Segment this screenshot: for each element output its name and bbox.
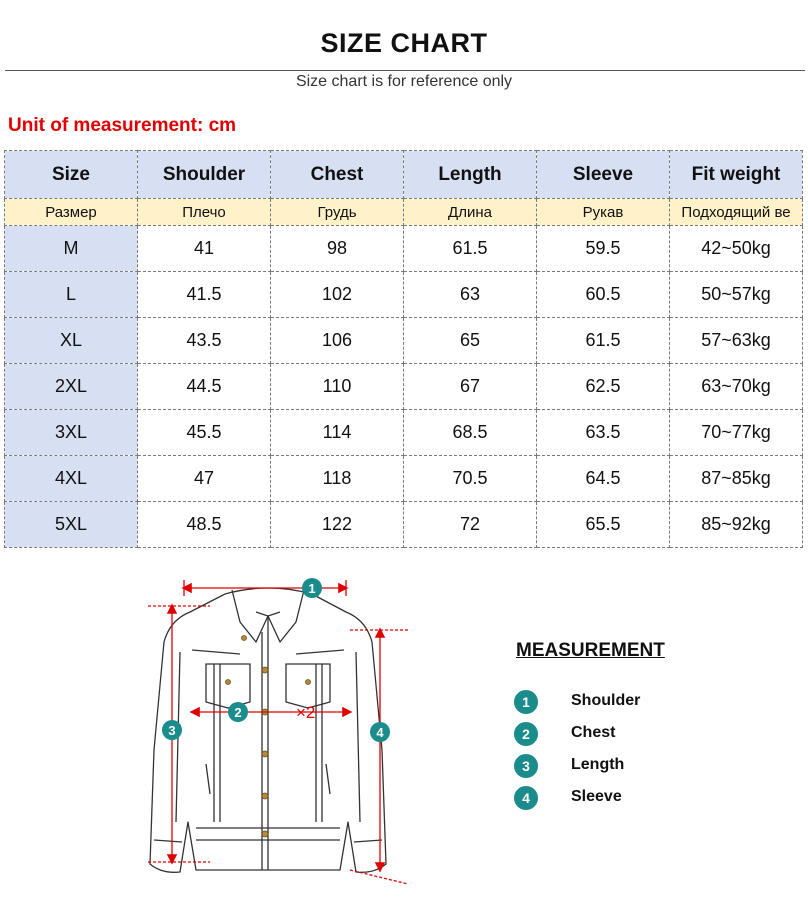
chest-multiplier: ×2 [296,703,316,722]
legend-label: Chest [571,724,616,741]
table-cell: 62.5 [537,364,670,410]
table-cell: 48.5 [138,502,271,548]
header-ru-shoulder: Плечо [138,199,271,226]
page-title: SIZE CHART [320,28,488,58]
table-cell: 65.5 [537,502,670,548]
header-chest: Chest [271,151,404,199]
diagram-marker-3 [162,720,182,740]
header-ru-chest: Грудь [271,199,404,226]
legend-number: 4 [514,786,538,810]
table-cell: 59.5 [537,226,670,272]
table-cell: 57~63kg [670,318,803,364]
table-cell: 47 [138,456,271,502]
table-cell: 42~50kg [670,226,803,272]
table-cell: 87~85kg [670,456,803,502]
table-cell: 41.5 [138,272,271,318]
table-cell: 98 [271,226,404,272]
table-cell: 85~92kg [670,502,803,548]
svg-text:3: 3 [168,723,176,738]
table-cell: 44.5 [138,364,271,410]
header-ru-sleeve: Рукав [537,199,670,226]
table-cell: 114 [271,410,404,456]
header-length: Length [404,151,537,199]
table-cell: 61.5 [404,226,537,272]
table-cell: 65 [404,318,537,364]
table-cell: 122 [271,502,404,548]
header-size: Size [5,151,138,199]
table-cell: 43.5 [138,318,271,364]
legend-label: Sleeve [571,788,622,805]
table-cell: M [5,226,138,272]
table-cell: 61.5 [537,318,670,364]
diagram-marker-1 [302,578,322,598]
table-row [5,456,803,502]
diagram-marker-4 [370,722,390,742]
table-cell: 50~57kg [670,272,803,318]
svg-text:1: 1 [308,581,316,596]
header-fit-weight: Fit weight [670,151,803,199]
table-cell: 72 [404,502,537,548]
table-cell: 67 [404,364,537,410]
table-cell: 2XL [5,364,138,410]
header-ru-size: Размер [5,199,138,226]
legend-label: Length [571,756,625,773]
table-cell: 70.5 [404,456,537,502]
unit-label: Unit of measurement: cm [8,115,237,136]
table-cell: 63~70kg [670,364,803,410]
table-cell: 64.5 [537,456,670,502]
legend-number: 1 [514,690,538,714]
subtitle: Size chart is for reference only [295,73,513,90]
table-cell: 45.5 [138,410,271,456]
diagram-marker-2 [228,702,248,722]
size-table [4,150,803,548]
table-cell: 60.5 [537,272,670,318]
header-row-ru [5,199,803,226]
title-divider [5,70,805,71]
table-cell: 118 [271,456,404,502]
legend-number: 2 [514,722,538,746]
table-cell: 70~77kg [670,410,803,456]
table-cell: 102 [271,272,404,318]
jacket-diagram [140,572,440,894]
table-cell: 5XL [5,502,138,548]
header-ru-length: Длина [404,199,537,226]
table-row [5,272,803,318]
table-cell: 63 [404,272,537,318]
table-cell: 106 [271,318,404,364]
table-cell: XL [5,318,138,364]
header-sleeve: Sleeve [537,151,670,199]
table-row [5,364,803,410]
header-ru-fit-weight: Подходящий ве [670,199,803,226]
measurement-title: MEASUREMENT [516,640,665,661]
table-row [5,410,803,456]
table-cell: 41 [138,226,271,272]
table-cell: 63.5 [537,410,670,456]
table-cell: 110 [271,364,404,410]
table-cell: L [5,272,138,318]
table-row [5,226,803,272]
table-cell: 3XL [5,410,138,456]
table-cell: 4XL [5,456,138,502]
header-row [5,151,803,199]
table-row [5,318,803,364]
legend-number: 3 [514,754,538,778]
table-row [5,502,803,548]
svg-text:2: 2 [234,705,242,720]
svg-text:4: 4 [376,725,384,740]
legend-label: Shoulder [571,692,641,709]
table-cell: 68.5 [404,410,537,456]
header-shoulder: Shoulder [138,151,271,199]
